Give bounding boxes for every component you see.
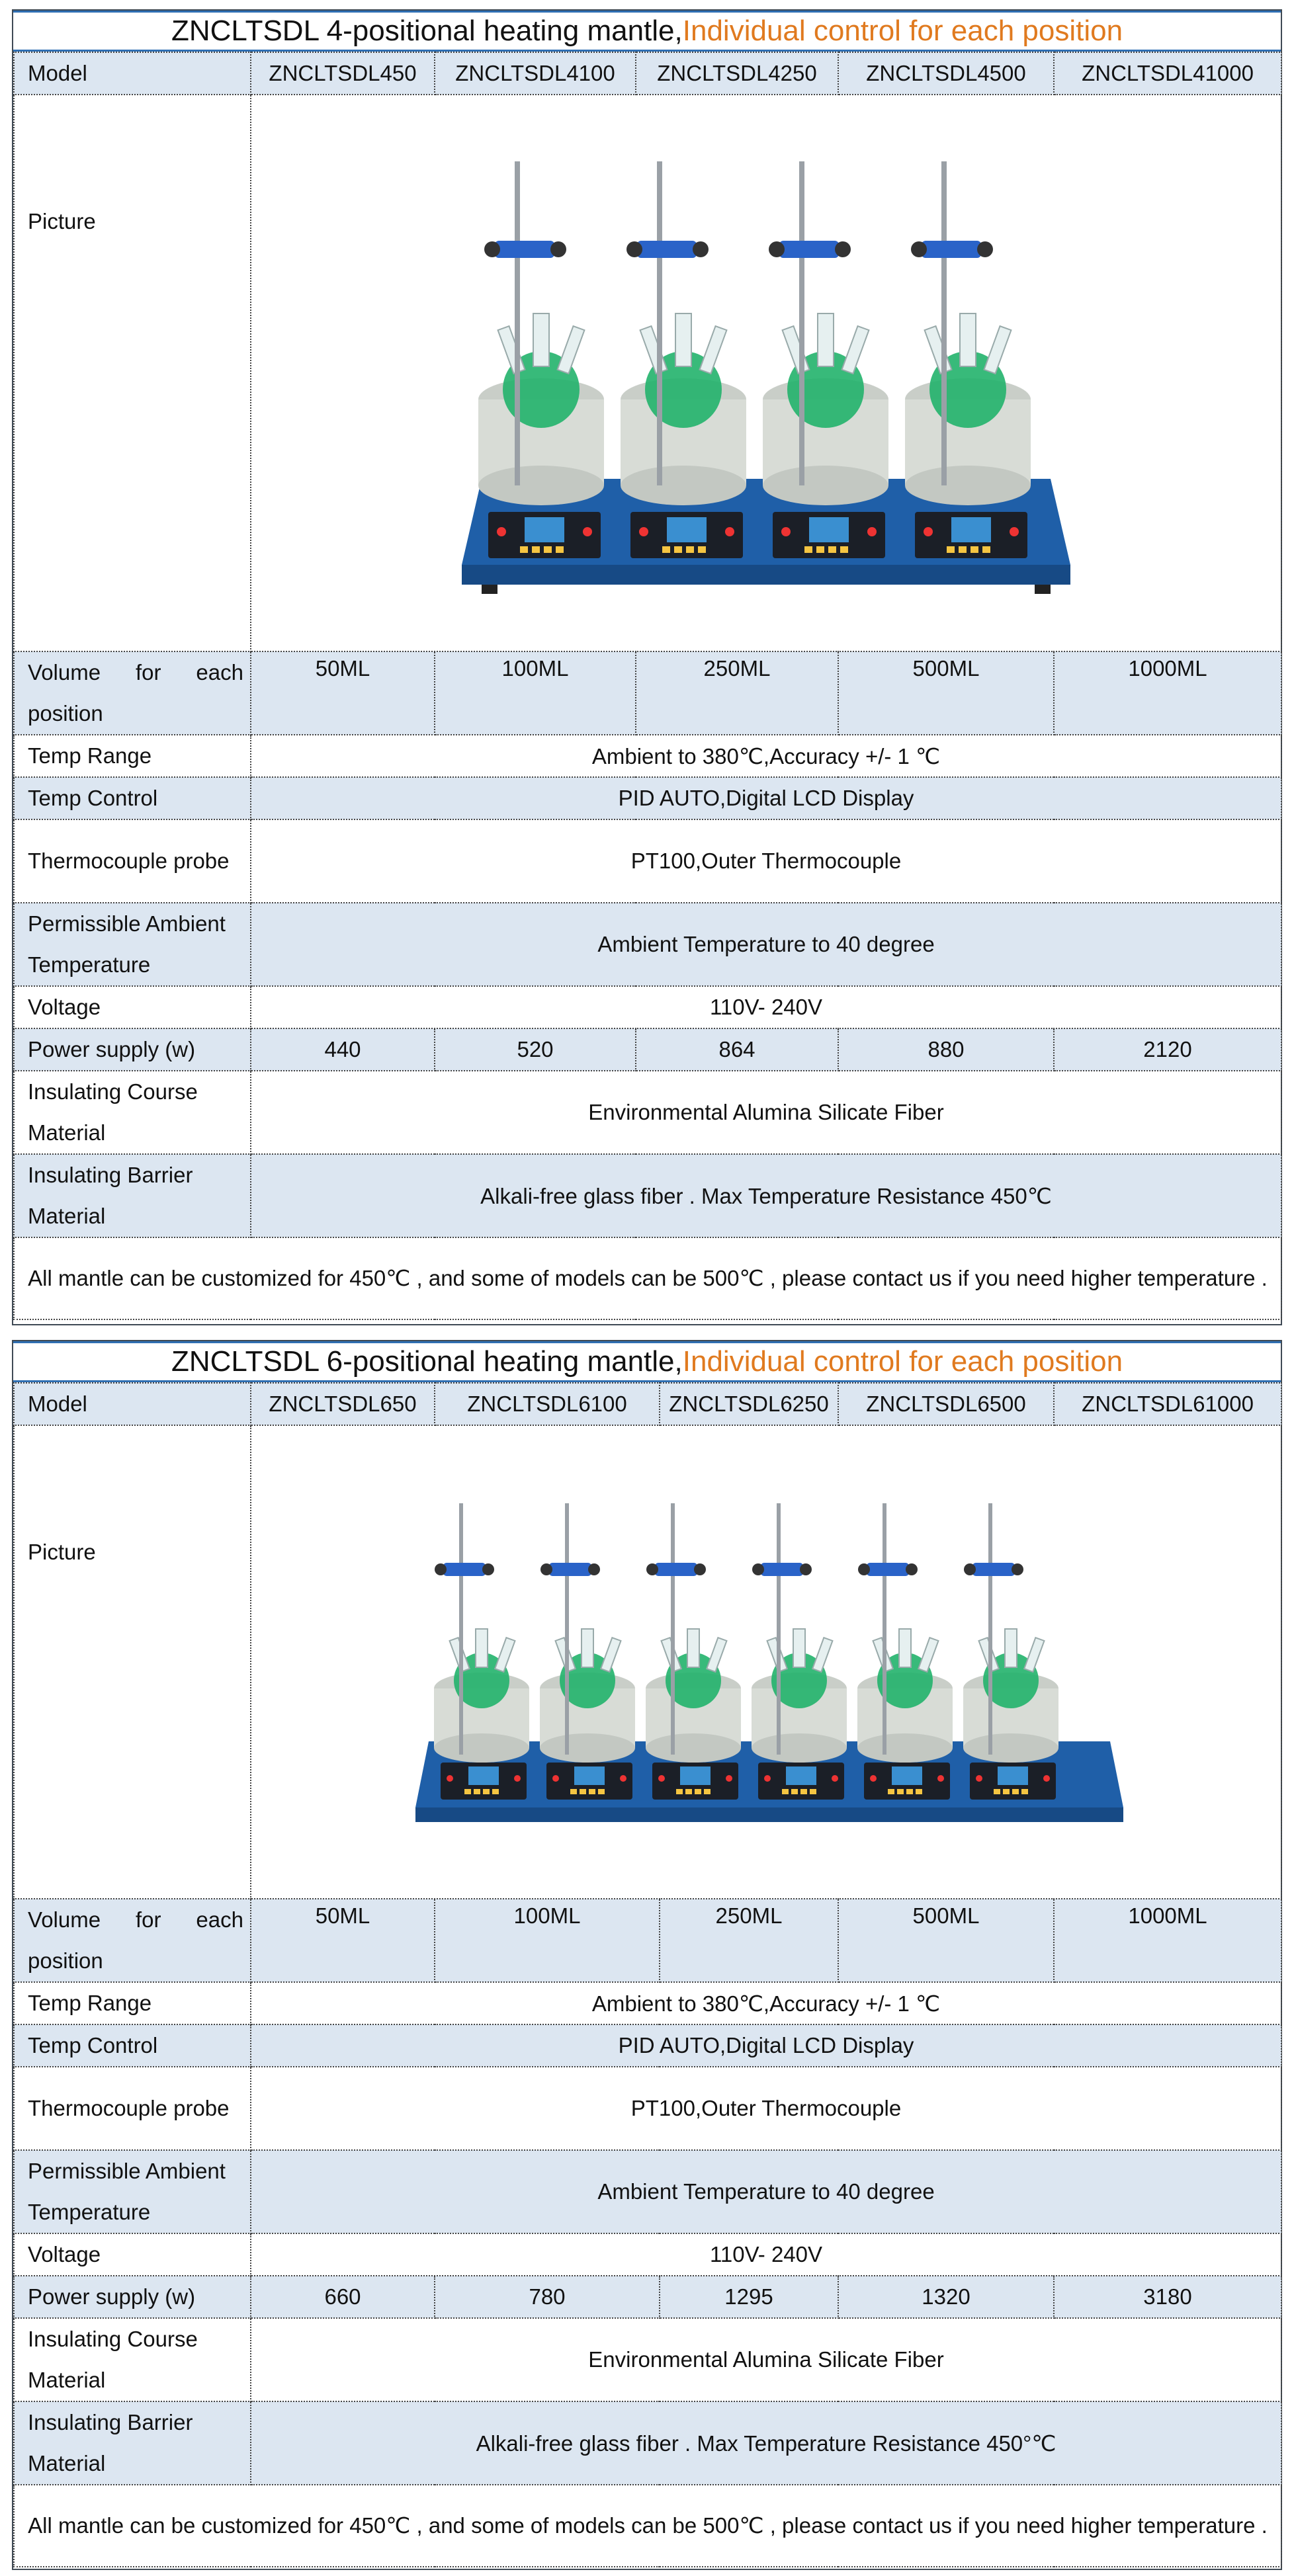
model-label: Model [14, 52, 251, 95]
model-cell: ZNCLTSDL41000 [1054, 52, 1281, 95]
insul-course-label: Insulating Course Material [14, 2318, 251, 2401]
volume-cell: 100ML [435, 1899, 660, 1982]
temp-range-label: Temp Range [14, 735, 251, 777]
insul-barrier-value: Alkali-free glass fiber . Max Temperature Resistance 450°℃ [251, 2401, 1281, 2485]
ambient-row [14, 2150, 1281, 2233]
power-cell: 440 [251, 1028, 435, 1071]
volume-cell: 1000ML [1054, 651, 1281, 735]
volume-cell: 500ML [838, 1899, 1054, 1982]
ambient-label: Permissible Ambient Temperature [14, 903, 251, 986]
insul-course-label: Insulating Course Material [14, 1071, 251, 1154]
model-cell: ZNCLTSDL4500 [838, 52, 1054, 95]
customization-note: All mantle can be customized for 450℃ , and some of models can be 500℃ , please contact us if you need higher temperature . [14, 1237, 1281, 1319]
temp-range-row [14, 735, 1281, 777]
volume-label: Volume for each position [14, 1899, 251, 1982]
temp-control-value: PID AUTO,Digital LCD Display [251, 777, 1281, 819]
model-cell: ZNCLTSDL650 [251, 1383, 435, 1425]
ambient-row [14, 903, 1281, 986]
power-cell: 780 [435, 2276, 660, 2318]
probe-value: PT100,Outer Thermocouple [251, 819, 1281, 903]
power-label: Power supply (w) [14, 2276, 251, 2318]
spec-table [13, 1382, 1282, 2567]
picture-label: Picture [28, 209, 96, 233]
insul-barrier-label: Insulating Barrier Material [14, 2401, 251, 2485]
voltage-label: Voltage [14, 986, 251, 1028]
power-cell: 880 [838, 1028, 1054, 1071]
power-cell: 3180 [1054, 2276, 1281, 2318]
model-cell: ZNCLTSDL4250 [636, 52, 838, 95]
ambient-value: Ambient Temperature to 40 degree [251, 903, 1281, 986]
spec-sheet-6-position [12, 1340, 1282, 2570]
model-cell: ZNCLTSDL6100 [435, 1383, 660, 1425]
model-cell: ZNCLTSDL61000 [1054, 1383, 1281, 1425]
probe-row [14, 2067, 1281, 2150]
product-image-6-position [396, 1490, 1137, 1834]
volume-cell: 250ML [660, 1899, 838, 1982]
temp-control-label: Temp Control [14, 777, 251, 819]
section-title [13, 1341, 1281, 1382]
temp-range-row [14, 1982, 1281, 2024]
picture-label-cell [14, 1425, 251, 1899]
temp-range-value: Ambient to 380℃,Accuracy +/- 1 ℃ [251, 735, 1281, 777]
model-cell: ZNCLTSDL6500 [838, 1383, 1054, 1425]
insul-course-value: Environmental Alumina Silicate Fiber [251, 1071, 1281, 1154]
product-image-4-position [442, 135, 1090, 611]
picture-label-cell [14, 95, 251, 651]
section-title [13, 11, 1281, 52]
picture-row [14, 1425, 1281, 1899]
note-row [14, 2485, 1281, 2567]
title-main: ZNCLTSDL 6-positional heating mantle, [171, 1345, 683, 1378]
model-row [14, 52, 1281, 95]
power-row [14, 1028, 1281, 1071]
model-cell: ZNCLTSDL6250 [660, 1383, 838, 1425]
insul-barrier-label: Insulating Barrier Material [14, 1154, 251, 1237]
probe-label: Thermocouple probe [14, 819, 251, 903]
power-cell: 660 [251, 2276, 435, 2318]
ambient-label: Permissible Ambient Temperature [14, 2150, 251, 2233]
ambient-value: Ambient Temperature to 40 degree [251, 2150, 1281, 2233]
temp-control-row [14, 777, 1281, 819]
volume-row [14, 1899, 1281, 1982]
volume-cell: 50ML [251, 1899, 435, 1982]
note-row [14, 1237, 1281, 1319]
voltage-row [14, 986, 1281, 1028]
temp-range-value: Ambient to 380℃,Accuracy +/- 1 ℃ [251, 1982, 1281, 2024]
title-accent: Individual control for each position [682, 15, 1123, 47]
customization-note: All mantle can be customized for 450℃ , and some of models can be 500℃ , please contact us if you need higher temperature . [14, 2485, 1281, 2567]
picture-row [14, 95, 1281, 651]
voltage-row [14, 2233, 1281, 2276]
title-accent: Individual control for each position [682, 1345, 1123, 1378]
probe-label: Thermocouple probe [14, 2067, 251, 2150]
insul-course-row [14, 1071, 1281, 1154]
insul-barrier-row [14, 1154, 1281, 1237]
power-label: Power supply (w) [14, 1028, 251, 1071]
volume-label: Volume for each position [14, 651, 251, 735]
power-cell: 2120 [1054, 1028, 1281, 1071]
insul-course-row [14, 2318, 1281, 2401]
model-cell: ZNCLTSDL450 [251, 52, 435, 95]
model-label: Model [14, 1383, 251, 1425]
temp-range-label: Temp Range [14, 1982, 251, 2024]
voltage-value: 110V- 240V [251, 986, 1281, 1028]
probe-value: PT100,Outer Thermocouple [251, 2067, 1281, 2150]
spec-sheet-4-position [12, 9, 1282, 1325]
volume-cell: 50ML [251, 651, 435, 735]
probe-row [14, 819, 1281, 903]
title-main: ZNCLTSDL 4-positional heating mantle, [171, 15, 683, 47]
spec-table [13, 52, 1282, 1320]
volume-cell: 250ML [636, 651, 838, 735]
volume-row [14, 651, 1281, 735]
product-picture-cell [251, 95, 1281, 651]
insul-barrier-row [14, 2401, 1281, 2485]
volume-cell: 100ML [435, 651, 636, 735]
model-cell: ZNCLTSDL4100 [435, 52, 636, 95]
volume-cell: 1000ML [1054, 1899, 1281, 1982]
temp-control-row [14, 2024, 1281, 2067]
power-cell: 520 [435, 1028, 636, 1071]
insul-course-value: Environmental Alumina Silicate Fiber [251, 2318, 1281, 2401]
insul-barrier-value: Alkali-free glass fiber . Max Temperature Resistance 450℃ [251, 1154, 1281, 1237]
product-picture-cell [251, 1425, 1281, 1899]
power-cell: 864 [636, 1028, 838, 1071]
power-cell: 1320 [838, 2276, 1054, 2318]
temp-control-value: PID AUTO,Digital LCD Display [251, 2024, 1281, 2067]
picture-label: Picture [28, 1540, 96, 1564]
power-row [14, 2276, 1281, 2318]
volume-cell: 500ML [838, 651, 1054, 735]
model-row [14, 1383, 1281, 1425]
voltage-value: 110V- 240V [251, 2233, 1281, 2276]
voltage-label: Voltage [14, 2233, 251, 2276]
power-cell: 1295 [660, 2276, 838, 2318]
temp-control-label: Temp Control [14, 2024, 251, 2067]
